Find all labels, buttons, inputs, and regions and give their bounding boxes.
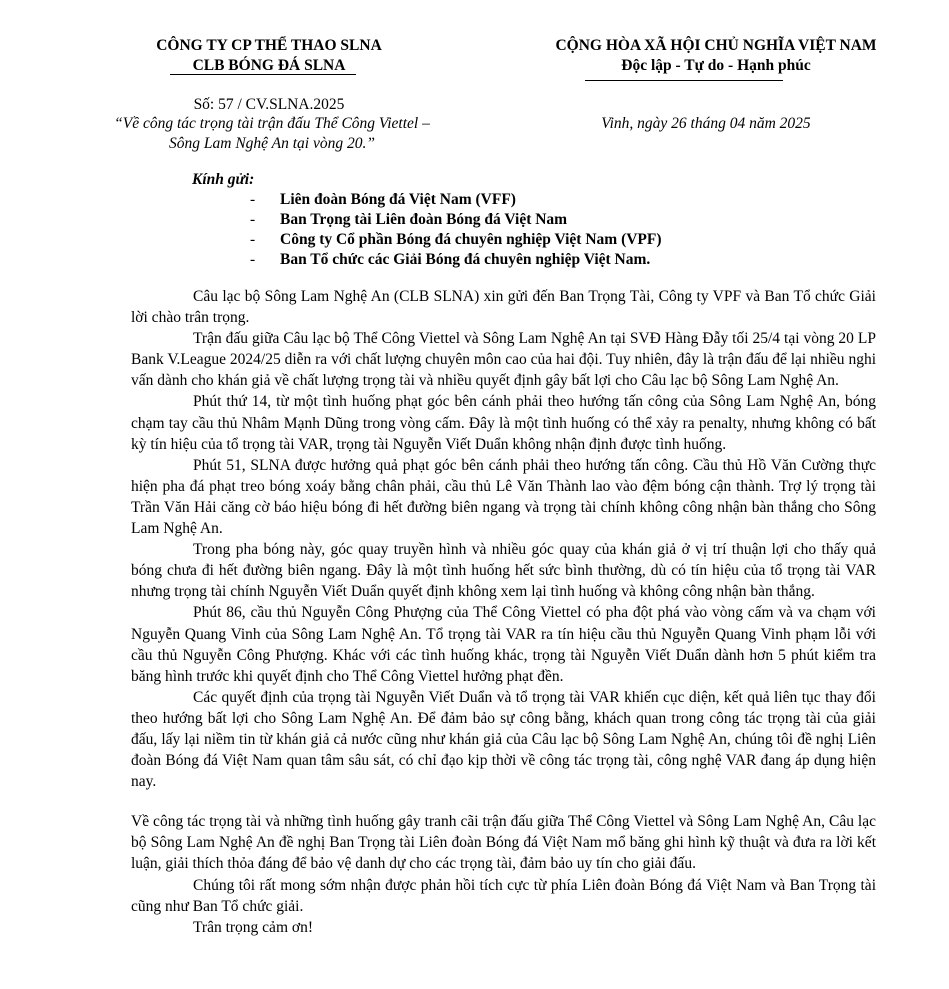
- letter-body: [131, 286, 876, 938]
- document-subject-line2: Sông Lam Nghệ An tại vòng 20.”: [169, 135, 375, 152]
- body-paragraph: Phút thứ 14, từ một tình huống phạt góc bên cánh phải theo hướng tấn công của Sông Lam Nghệ An, bóng chạm tay cầu thủ Nhâm Mạnh Dũng trong vòng cấm. Đây là một tình huống có thể xảy ra penalty, nhưng không có bất kỳ tín hiệu của tổ trọng tài VAR, trọng tài Nguyễn Viết Duẩn không nhận định được tình huống.: [131, 393, 876, 453]
- document-number: Số: 57 / CV.SLNA.2025: [193, 96, 345, 113]
- body-paragraph: Trận đấu giữa Câu lạc bộ Thể Công Viettel và Sông Lam Nghệ An tại SVĐ Hàng Đẫy tối 25/4 tại vòng 20 LP Bank V.League 2024/25 diễn ra với chất lượng chuyên môn cao của hai đội. Tuy nhiên, đây là trận đấu để lại nhiều nghi vấn dành cho khán giả về chất lượng trọng tài và nhiều quyết định gây bất lợi cho Câu lạc bộ Sông Lam Nghệ An.: [131, 330, 876, 390]
- company-name: CÔNG TY CP THỂ THAO SLNA: [156, 37, 382, 54]
- republic-title: CỘNG HÒA XÃ HỘI CHỦ NGHĨA VIỆT NAM: [555, 37, 877, 54]
- recipient-item: [192, 250, 662, 270]
- recipient-dash: -: [250, 251, 256, 268]
- recipient-dash: -: [250, 191, 256, 208]
- recipient-text: Liên đoàn Bóng đá Việt Nam (VFF): [280, 191, 516, 208]
- body-paragraph: Về công tác trọng tài và những tình huống gây tranh cãi trận đấu giữa Thể Công Viettel và Sông Lam Nghệ An, Câu lạc bộ Sông Lam Nghệ An đề nghị Ban Trọng tài Liên đoàn Bóng đá Việt Nam mổ băng ghi hình kỹ thuật và đưa ra lời kết luận, giải thích thỏa đáng để bảo vệ danh dự cho các trọng tài, đảm bảo uy tín cho giải đấu.: [131, 813, 876, 873]
- recipient-dash: -: [250, 231, 256, 248]
- place-date: Vinh, ngày 26 tháng 04 năm 2025: [601, 115, 811, 132]
- club-name: [104, 57, 434, 75]
- club-underline: [170, 74, 356, 75]
- body-paragraph: Các quyết định của trọng tài Nguyễn Viết Duẩn và tổ trọng tài VAR khiến cục diện, kết quả liên tục thay đổi theo hướng bất lợi cho Sông Lam Nghệ An. Để đảm bảo sự công bằng, khách quan trong công tác trọng tài của giải đấu, lấy lại niềm tin từ khán giả cả nước cũng như khán giả của Câu lạc bộ Sông Lam Nghệ An, chúng tôi đề nghị Liên đoàn Bóng đá Việt Nam quan tâm sâu sát, có chỉ đạo kịp thời về công tác trọng tài, công nghệ VAR đang áp dụng hiện nay.: [131, 688, 876, 791]
- recipient-item: [192, 230, 662, 250]
- recipients-block: [192, 170, 662, 270]
- club-name-text: CLB BÓNG ĐÁ SLNA: [192, 57, 346, 74]
- recipient-item: [192, 210, 662, 230]
- body-paragraph: Phút 51, SLNA được hưởng quả phạt góc bên cánh phải theo hướng tấn công. Cầu thủ Hồ Văn Cường thực hiện pha đá phạt treo bóng xoáy bằng chân phải, cầu thủ Lê Văn Thành lao vào đệm bóng cận thành. Trợ lý trọng tài Trần Văn Hải căng cờ báo hiệu bóng đi hết đường biên ngang và trọng tài chính không công nhận bàn thắng cho Sông Lam Nghệ An.: [131, 456, 876, 538]
- body-paragraph: Chúng tôi rất mong sớm nhận được phản hồi tích cực từ phía Liên đoàn Bóng đá Việt Nam và Ban Trọng tài cũng như Ban Tổ chức giải.: [131, 876, 876, 915]
- recipient-item: [192, 190, 662, 210]
- recipient-text: Ban Trọng tài Liên đoàn Bóng đá Việt Nam: [280, 211, 568, 228]
- body-paragraph: Trong pha bóng này, góc quay truyền hình và nhiều góc quay của khán giả ở vị trí thuận lợi cho thấy quả bóng chưa đi hết đường biên ngang. Đây là một tình huống hết sức bình thường, dù có tín hiệu của tổ trọng tài VAR nhưng trọng tài chính Nguyễn Viết Duẩn quyết định không xem lại tình huống và không công nhận bàn thắng.: [131, 541, 876, 601]
- recipient-dash: -: [250, 211, 256, 228]
- document-subject-line1: “Về công tác trọng tài trận đấu Thể Công Viettel –: [114, 115, 430, 132]
- motto-underline: [585, 80, 783, 81]
- closing-thanks: Trân trọng cảm ơn!: [193, 918, 313, 936]
- recipient-text: Công ty Cổ phần Bóng đá chuyên nghiệp Việt Nam (VPF): [280, 231, 662, 248]
- motto: Độc lập - Tự do - Hạnh phúc: [621, 57, 811, 74]
- recipients-label: Kính gửi:: [192, 171, 255, 188]
- body-paragraph: Câu lạc bộ Sông Lam Nghệ An (CLB SLNA) xin gửi đến Ban Trọng Tài, Công ty VPF và Ban Tổ chức Giải lời chào trân trọng.: [131, 288, 876, 327]
- recipient-text: Ban Tổ chức các Giải Bóng đá chuyên nghiệp Việt Nam.: [280, 251, 651, 268]
- body-paragraph: Phút 86, cầu thủ Nguyễn Công Phượng của Thể Công Viettel có pha đột phá vào vòng cấm và va chạm với Nguyễn Quang Vinh của Sông Lam Nghệ An. Tổ trọng tài VAR ra tín hiệu cầu thủ Nguyễn Quang Vinh phạm lỗi với cầu thủ Nguyễn Công Phượng. Khác với các tình huống khác, trọng tài Nguyễn Viết Duẩn dành hơn 5 phút kiểm tra băng hình trước khi quyết định cho Thể Công Viettel hưởng phạt đền.: [131, 604, 876, 685]
